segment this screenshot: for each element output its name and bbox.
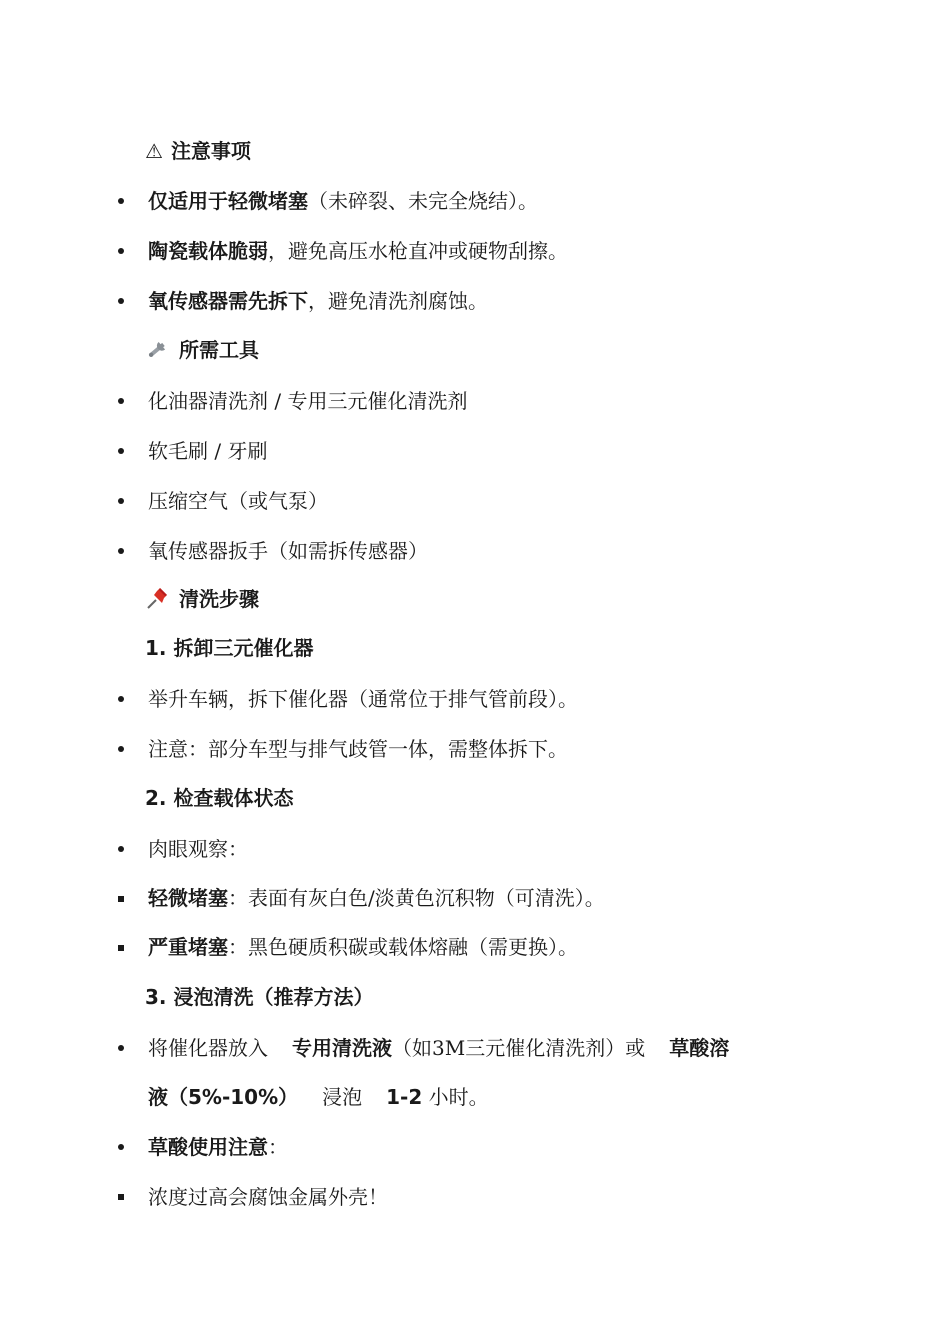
list-item: 氧传感器扳手（如需拆传感器） <box>148 539 428 563</box>
list-item: 氧传感器需先拆下，避免清洗剂腐蚀。 <box>148 289 488 313</box>
bullet-square <box>118 945 124 951</box>
section-heading-precautions <box>145 137 251 165</box>
bullet-dot <box>118 448 124 454</box>
bullet-dot <box>118 1144 124 1150</box>
bullet-square <box>118 1194 124 1200</box>
list-item: 化油器清洗剂 / 专用三元催化清洗剂 <box>148 389 468 413</box>
step-title: 2. 检查载体状态 <box>145 786 294 810</box>
section-title: 所需工具 <box>179 338 259 362</box>
list-item-continuation: 液（5%-10%） 浸泡 1-2 小时。 <box>148 1085 489 1109</box>
section-title: 清洗步骤 <box>179 587 259 611</box>
bullet-dot <box>118 548 124 554</box>
bullet-dot <box>118 696 124 702</box>
sub-list-item: 轻微堵塞：表面有灰白色/淡黄色沉积物（可清洗）。 <box>148 886 605 910</box>
list-item: 草酸使用注意： <box>148 1135 288 1159</box>
warning-icon: ⚠ <box>145 139 163 163</box>
section-heading-steps <box>145 585 259 613</box>
section-heading-tools <box>145 336 259 364</box>
list-item: 肉眼观察： <box>148 837 248 861</box>
bullet-dot <box>118 746 124 752</box>
section-title: 注意事项 <box>170 139 251 163</box>
bullet-dot <box>118 498 124 504</box>
sub-list-item: 严重堵塞：黑色硬质积碳或载体熔融（需更换）。 <box>148 935 578 959</box>
bullet-dot <box>118 846 124 852</box>
wrench-icon <box>145 338 171 360</box>
bullet-dot <box>118 1045 124 1051</box>
list-item: 仅适用于轻微堵塞（未碎裂、未完全烧结）。 <box>148 189 538 213</box>
list-item: 举升车辆，拆下催化器（通常位于排气管前段）。 <box>148 687 578 711</box>
pushpin-icon <box>145 586 171 610</box>
sub-list-item: 浓度过高会腐蚀金属外壳！ <box>148 1185 388 1209</box>
list-item: 软毛刷 / 牙刷 <box>148 439 268 463</box>
list-item: 压缩空气（或气泵） <box>148 489 328 513</box>
bullet-square <box>118 896 124 902</box>
bullet-dot <box>118 248 124 254</box>
list-item: 将催化器放入 专用清洗液（如3M三元催化清洗剂）或 草酸溶 <box>148 1036 730 1060</box>
step-title: 3. 浸泡清洗（推荐方法） <box>145 985 374 1009</box>
bullet-dot <box>118 398 124 404</box>
list-item: 陶瓷载体脆弱，避免高压水枪直冲或硬物刮擦。 <box>148 239 568 263</box>
bullet-dot <box>118 298 124 304</box>
step-title: 1. 拆卸三元催化器 <box>145 636 314 660</box>
bullet-dot <box>118 198 124 204</box>
list-item: 注意：部分车型与排气歧管一体，需整体拆下。 <box>148 737 568 761</box>
